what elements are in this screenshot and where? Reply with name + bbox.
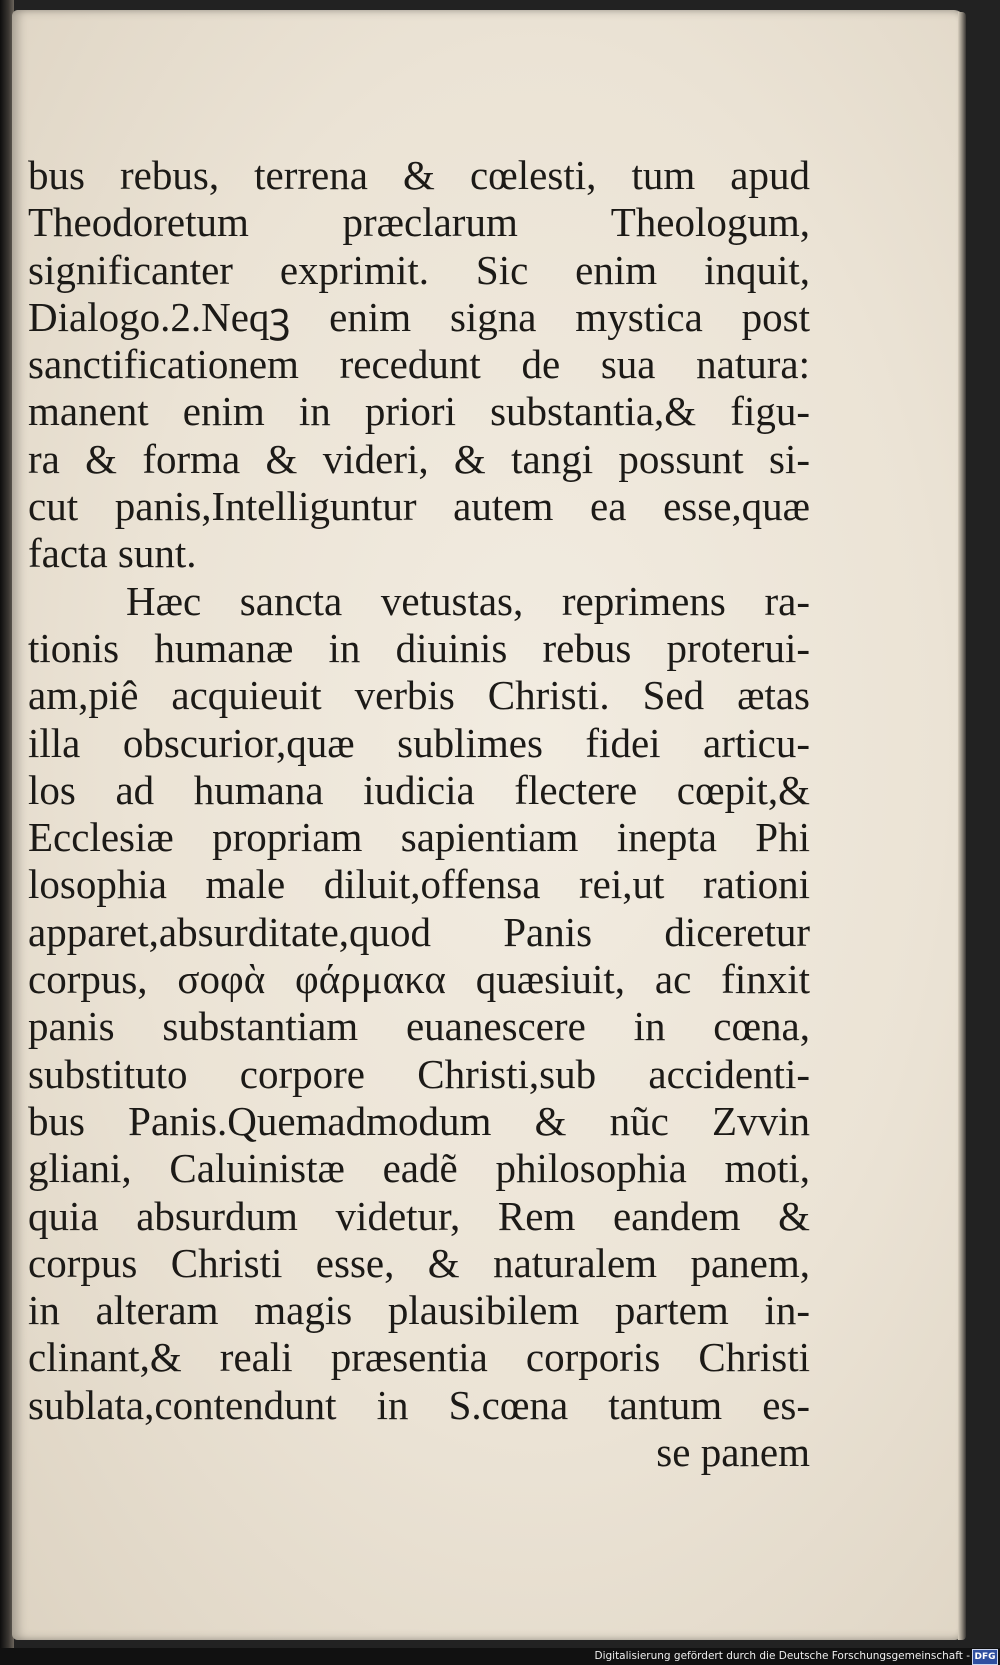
text-line: ra & forma & videri, & tangi possunt si- [28,435,810,482]
text-line: Hæc sancta vetustas, reprimens ra- [126,577,810,624]
text-line: cut panis,Intelliguntur autem ea esse,quæ [28,483,810,530]
text-line: facta sunt. [28,530,197,577]
text-line: illa obscurior,quæ sublimes fidei articu- [28,719,810,766]
text-line: panis substantiam euanescere in cœna, [28,1003,810,1050]
text-line: sublata,contendunt in S.cœna tantum es- [28,1381,810,1428]
text-line: Dialogo.2.Neqꝫ enim signa mystica post [28,293,810,340]
text-line: losophia male diluit,offensa rei,ut rationi [28,861,810,908]
text-line: los ad humana iudicia flectere cœpit,& [28,766,810,813]
text-line: apparet,absurditate,quod Panis diceretur [28,908,810,955]
dfg-logo: DFG [972,1649,998,1665]
text-line: Theodoretum præclarum Theologum, [28,199,810,246]
text-line: in alteram magis plausibilem partem in- [28,1287,810,1334]
text-line: corpus, σοφὰ φάρμακα quæsiuit, ac finxit [28,956,810,1003]
text-line: Ecclesiæ propriam sapientiam inepta Phi [28,814,810,861]
text-line: bus Panis.Quemadmodum & nũc Zvvin [28,1097,810,1144]
text-line: bus rebus, terrena & cœlesti, tum apud [28,152,810,198]
funding-credit: Digitalisierung gefördert durch die Deutsche Forschungsgemeinschaft - [594,1650,970,1662]
text-line: significanter exprimit. Sic enim inquit, [28,246,810,293]
page-text [28,152,810,1476]
text-line: sanctificationem recedunt de sua natura: [28,341,810,388]
text-line: quia absurdum videtur, Rem eandem & [28,1192,810,1239]
text-line: manent enim in priori substantia,& figu- [28,388,810,435]
catchword: se panem [656,1429,810,1476]
text-line: substituto corpore Christi,sub accidenti- [28,1050,810,1097]
text-line: am,piê acquieuit verbis Christi. Sed ætas [28,672,810,719]
text-line: gliani, Caluinistæ eadẽ philosophia moti, [28,1145,810,1192]
text-line: tionis humanæ in diuinis rebus proterui- [28,624,810,671]
text-line: corpus Christi esse, & naturalem panem, [28,1239,810,1286]
page-edge [958,12,966,1640]
text-line: clinant,& reali præsentia corporis Christi [28,1334,810,1381]
